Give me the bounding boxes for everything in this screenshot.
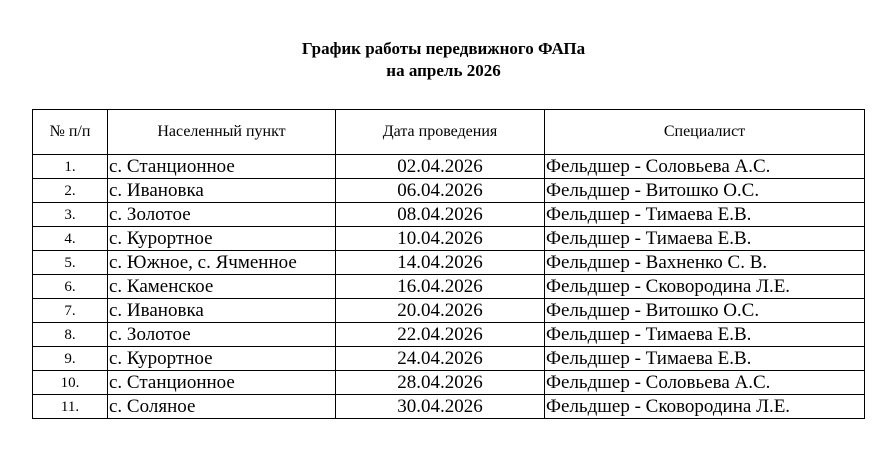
row-date: 08.04.2026 <box>336 203 545 227</box>
header-number: № п/п <box>33 110 108 155</box>
row-specialist: Фельдшер - Соловьева А.С. <box>545 371 865 395</box>
row-specialist: Фельдшер - Тимаева Е.В. <box>545 347 865 371</box>
table-row <box>33 323 865 347</box>
row-specialist: Фельдшер - Тимаева Е.В. <box>545 203 865 227</box>
row-date: 16.04.2026 <box>336 275 545 299</box>
row-number: 2. <box>33 179 108 203</box>
row-settlement: с. Золотое <box>108 323 336 347</box>
row-date: 28.04.2026 <box>336 371 545 395</box>
table-row <box>33 203 865 227</box>
row-settlement: с. Южное, с. Ячменное <box>108 251 336 275</box>
table-row <box>33 227 865 251</box>
row-number: 9. <box>33 347 108 371</box>
row-settlement: с. Станционное <box>108 371 336 395</box>
row-date: 06.04.2026 <box>336 179 545 203</box>
schedule-table-header <box>33 110 865 155</box>
header-specialist: Специалист <box>545 110 865 155</box>
row-specialist: Фельдшер - Витошко О.С. <box>545 299 865 323</box>
document-title-line-1: График работы передвижного ФАПа <box>301 39 586 58</box>
row-settlement: с. Станционное <box>108 155 336 179</box>
row-specialist: Фельдшер - Соловьева А.С. <box>545 155 865 179</box>
schedule-table-body <box>33 155 865 419</box>
row-settlement: с. Курортное <box>108 227 336 251</box>
row-number: 6. <box>33 275 108 299</box>
row-settlement: с. Ивановка <box>108 179 336 203</box>
header-settlement: Населенный пункт <box>108 110 336 155</box>
row-settlement: с. Золотое <box>108 203 336 227</box>
row-settlement: с. Ивановка <box>108 299 336 323</box>
table-row <box>33 347 865 371</box>
row-number: 7. <box>33 299 108 323</box>
row-specialist: Фельдшер - Сковородина Л.Е. <box>545 275 865 299</box>
table-row <box>33 395 865 419</box>
table-row <box>33 251 865 275</box>
row-number: 8. <box>33 323 108 347</box>
row-number: 1. <box>33 155 108 179</box>
row-number: 4. <box>33 227 108 251</box>
table-row <box>33 155 865 179</box>
header-row <box>33 110 865 155</box>
row-number: 5. <box>33 251 108 275</box>
table-row <box>33 179 865 203</box>
row-settlement: с. Каменское <box>108 275 336 299</box>
row-date: 10.04.2026 <box>336 227 545 251</box>
row-specialist: Фельдшер - Сковородина Л.Е. <box>545 395 865 419</box>
row-specialist: Фельдшер - Витошко О.С. <box>545 179 865 203</box>
schedule-table <box>32 109 865 419</box>
row-date: 30.04.2026 <box>336 395 545 419</box>
row-date: 24.04.2026 <box>336 347 545 371</box>
row-specialist: Фельдшер - Тимаева Е.В. <box>545 227 865 251</box>
row-date: 20.04.2026 <box>336 299 545 323</box>
header-date: Дата проведения <box>336 110 545 155</box>
row-number: 10. <box>33 371 108 395</box>
row-date: 02.04.2026 <box>336 155 545 179</box>
document-title <box>0 38 887 82</box>
document-title-line-2: на апрель 2026 <box>386 61 501 80</box>
table-row <box>33 275 865 299</box>
row-specialist: Фельдшер - Тимаева Е.В. <box>545 323 865 347</box>
row-specialist: Фельдшер - Вахненко С. В. <box>545 251 865 275</box>
row-number: 11. <box>33 395 108 419</box>
row-settlement: с. Соляное <box>108 395 336 419</box>
table-row <box>33 371 865 395</box>
row-date: 22.04.2026 <box>336 323 545 347</box>
row-settlement: с. Курортное <box>108 347 336 371</box>
row-number: 3. <box>33 203 108 227</box>
row-date: 14.04.2026 <box>336 251 545 275</box>
table-row <box>33 299 865 323</box>
